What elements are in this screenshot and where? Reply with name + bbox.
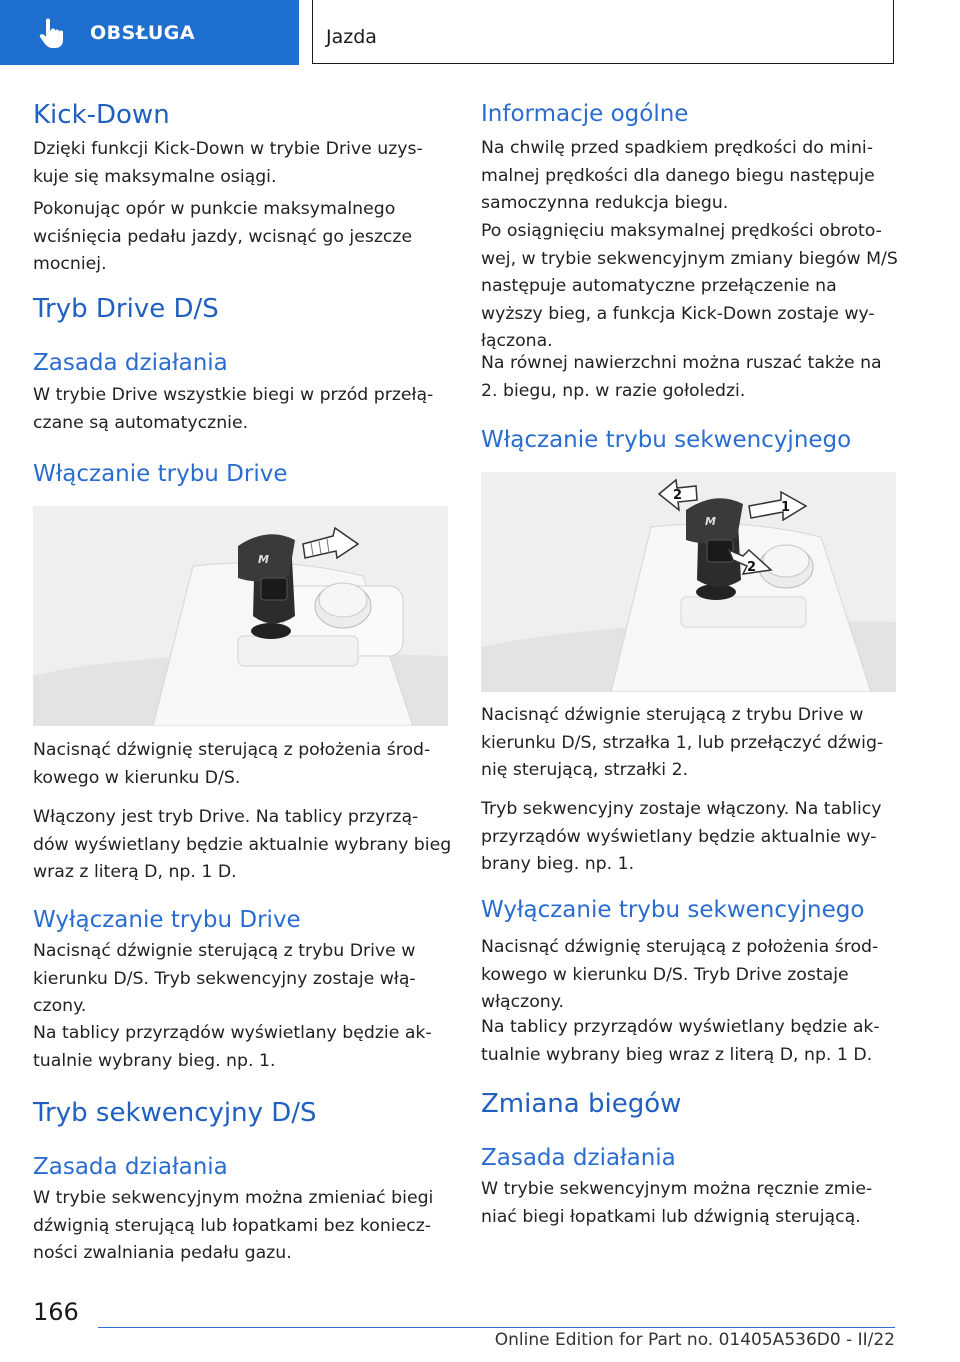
footer-divider bbox=[98, 1327, 895, 1328]
arrow-2-label: 2 bbox=[673, 488, 683, 503]
paragraph: Dzięki funkcji Kick-Down w trybie Drive uzys-kuje się maksymalne osiągi. bbox=[33, 139, 423, 187]
svg-text:M: M bbox=[258, 553, 269, 566]
heading-zasada: Zasada działania bbox=[481, 1145, 676, 1171]
arrow-2-label: 2 bbox=[747, 560, 757, 575]
paragraph: Po osiągnięciu maksymalnej prędkości obroto-wej, w trybie sekwencyjnym zmiany biegów M/S następuje automatyczne przełączenie na wyższy bieg, a funkcja Kick-Down zostaje wy-łączona. bbox=[481, 221, 898, 351]
paragraph: Nacisnąć dźwignię sterującą z położenia środ-kowego w kierunku D/S. bbox=[33, 740, 431, 788]
paragraph: Tryb sekwencyjny zostaje włączony. Na tablicy przyrządów wyświetlany będzie aktualnie wy-brany bieg. np. 1. bbox=[481, 799, 882, 874]
section-tab[interactable] bbox=[0, 0, 299, 65]
figure-gear-lever-drive bbox=[33, 506, 448, 726]
heading-zasada: Zasada działania bbox=[33, 350, 228, 376]
heading-kickdown: Kick-Down bbox=[33, 100, 170, 130]
chapter-label: Jazda bbox=[326, 26, 377, 48]
heading-zasada: Zasada działania bbox=[33, 1154, 228, 1180]
paragraph: W trybie sekwencyjnym można zmieniać biegi dźwignią sterującą lub łopatkami bez koniecz-ności zwalniania pedału gazu. bbox=[33, 1188, 434, 1263]
svg-text:M: M bbox=[705, 515, 716, 528]
hand-pointer-icon bbox=[34, 16, 68, 50]
paragraph: Nacisnąć dźwignię sterującą z położenia środ-kowego w kierunku D/S. Tryb Drive zostaje włączony. bbox=[481, 937, 879, 1012]
heading-wlaczanie-drive: Włączanie trybu Drive bbox=[33, 461, 288, 487]
paragraph: Włączony jest tryb Drive. Na tablicy przyrzą-dów wyświetlany będzie aktualnie wybrany bieg wraz z literą D, np. 1 D. bbox=[33, 807, 452, 882]
paragraph: Na tablicy przyrządów wyświetlany będzie ak-tualnie wybrany bieg. np. 1. bbox=[33, 1023, 432, 1071]
heading-informacje: Informacje ogólne bbox=[481, 101, 689, 127]
chapter-header bbox=[312, 0, 894, 64]
heading-wlaczanie-sekw: Włączanie trybu sekwencyjnego bbox=[481, 427, 852, 453]
arrow-1-label: 1 bbox=[781, 500, 791, 515]
paragraph: Nacisnąć dźwignie sterującą z trybu Drive w kierunku D/S. Tryb sekwencyjny zostaje włą-czony. bbox=[33, 941, 416, 1016]
heading-sekwencyjny: Tryb sekwencyjny D/S bbox=[33, 1098, 317, 1128]
heading-zmiana: Zmiana biegów bbox=[481, 1089, 682, 1119]
figure-gear-lever-sequential bbox=[481, 472, 896, 692]
heading-wylaczanie-drive: Wyłączanie trybu Drive bbox=[33, 907, 301, 933]
page-number: 166 bbox=[33, 1298, 79, 1326]
paragraph: Na tablicy przyrządów wyświetlany będzie ak-tualnie wybrany bieg wraz z literą D, np. 1 D. bbox=[481, 1017, 880, 1065]
heading-wylaczanie-sekw: Wyłączanie trybu sekwencyjnego bbox=[481, 897, 865, 923]
heading-drive: Tryb Drive D/S bbox=[33, 294, 219, 324]
section-label: OBSŁUGA bbox=[90, 21, 196, 44]
paragraph: Nacisnąć dźwignie sterującą z trybu Drive w kierunku D/S, strzałka 1, lub przełączyć dźwig-nię sterującą, strzałki 2. bbox=[481, 705, 884, 780]
edition-label: Online Edition for Part no. 01405A536D0 - II/22 bbox=[494, 1330, 895, 1350]
paragraph: Pokonując opór w punkcie maksymalnego wciśnięcia pedału jazdy, wcisnąć go jeszcze mocniej. bbox=[33, 199, 413, 274]
paragraph: W trybie sekwencyjnym można ręcznie zmie-niać biegi łopatkami lub dźwignią sterującą. bbox=[481, 1179, 873, 1227]
paragraph: W trybie Drive wszystkie biegi w przód przełą-czane są automatycznie. bbox=[33, 385, 434, 433]
paragraph: Na chwilę przed spadkiem prędkości do mini-malnej prędkości dla danego biegu następuje samoczynna redukcja biegu. bbox=[481, 138, 875, 213]
paragraph: Na równej nawierzchni można ruszać także na 2. biegu, np. w razie gołoledzi. bbox=[481, 353, 882, 401]
